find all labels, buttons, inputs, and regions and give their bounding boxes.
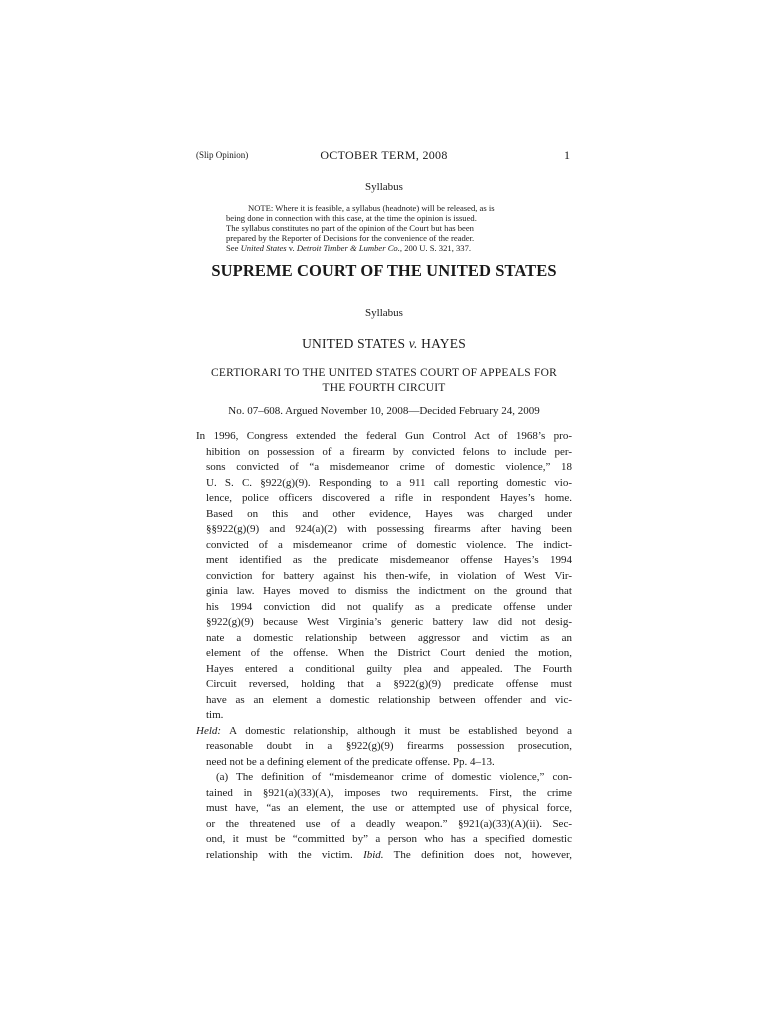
note-citation-line	[226, 243, 546, 253]
body-line	[196, 848, 572, 864]
body-line: tim.	[206, 709, 224, 721]
body-line: ginia law. Hayes moved to dismiss the indictment on the ground that	[206, 585, 572, 597]
syllabus-heading: Syllabus	[365, 307, 403, 319]
note-line: The syllabus constitutes no part of the opinion of the Court but has been	[226, 223, 474, 233]
body-line: his 1994 conviction did not qualify as a predicate offense under	[206, 600, 572, 613]
body-line: must have, “as an element, the use or attempted use of physical force,	[206, 802, 572, 814]
case-party-1: UNITED STATES	[302, 336, 409, 351]
body-line: Hayes entered a conditional guilty plea and appealed. The Fourth	[206, 662, 572, 675]
court-title: SUPREME COURT OF THE UNITED STATES	[211, 261, 557, 280]
body-line: Circuit reversed, holding that a §922(g)(9) predicate offense must	[206, 678, 572, 690]
held-line	[196, 724, 572, 740]
body-line: ond, it must be “committed by” a person who has a specified domestic	[206, 833, 572, 845]
term-label: OCTOBER TERM, 2008	[320, 148, 448, 162]
page-number: 1	[564, 148, 570, 162]
syllabus-note	[226, 203, 546, 253]
body-line: U. S. C. §922(g)(9). Responding to a 911 call reporting domestic vio-	[206, 476, 572, 489]
body-line: element of the offense. When the District Court denied the motion,	[206, 647, 572, 659]
syllabus-heading-top: Syllabus	[365, 181, 403, 193]
cert-line-2: THE FOURTH CIRCUIT	[322, 382, 446, 394]
body-line: nate a domestic relationship between aggressor and victim as an	[206, 631, 572, 644]
body-line: §§922(g)(9) and 924(a)(2) with possessing firearms after having been	[206, 523, 572, 535]
cite-reporter: , 200 U. S. 321, 337.	[399, 243, 472, 253]
case-versus: v.	[408, 336, 418, 351]
body-line: (a) The definition of “misdemeanor crime of domestic violence,” con-	[216, 771, 572, 783]
case-party-2: HAYES	[417, 336, 466, 351]
note-see: See	[226, 243, 241, 253]
body-line: In 1996, Congress extended the federal Gun Control Act of 1968’s pro-	[196, 430, 572, 442]
cite-party-2: Detroit Timber & Lumber Co.	[296, 243, 400, 253]
cert-line-1: CERTIORARI TO THE UNITED STATES COURT OF APPEALS FOR	[211, 367, 557, 379]
body-line: need not be a defining element of the predicate offense. Pp. 4–13.	[206, 755, 495, 768]
body-line: have as an element a domestic relationship between offender and vic-	[206, 693, 572, 706]
slip-opinion-label: (Slip Opinion)	[196, 150, 249, 160]
case-caption	[196, 336, 572, 352]
body-line: ment identified as the predicate misdemeanor offense Hayes’s 1994	[206, 554, 572, 566]
body-line: sons convicted of “a misdemeanor crime of domestic violence,” 18	[206, 461, 572, 473]
body-line: or the threatened use of a deadly weapon.” §921(a)(33)(A)(ii). Sec-	[206, 817, 572, 830]
certiorari-line	[196, 366, 572, 396]
body-line: reasonable doubt in a §922(g)(9) firearms possession prosecution,	[206, 740, 572, 752]
ibid: Ibid.	[363, 848, 384, 861]
held-label: Held:	[196, 724, 222, 737]
note-line: being done in connection with this case, at the time the opinion is issued.	[226, 213, 477, 223]
body-line: Based on this and other evidence, Hayes was charged under	[206, 507, 572, 520]
body-line: convicted of a misdemeanor crime of domestic violence. The indict-	[206, 538, 572, 551]
body-line: tained in §921(a)(33)(A), imposes two requirements. First, the crime	[206, 786, 572, 799]
note-line: NOTE: Where it is feasible, a syllabus (headnote) will be released, as is	[248, 203, 495, 213]
note-line: prepared by the Reporter of Decisions for the convenience of the reader.	[226, 233, 475, 243]
body-line: lence, police officers discovered a rifle in respondent Hayes’s home.	[206, 492, 572, 504]
page-header	[196, 148, 572, 164]
body-text: The definition does not, however,	[383, 848, 572, 861]
body-line: §922(g)(9) because West Virginia’s generic battery law did not desig-	[206, 616, 572, 628]
body-line: hibition on possession of a firearm by convicted felons to include per-	[206, 445, 572, 458]
body-text: relationship with the victim.	[206, 848, 364, 861]
body-line: conviction for battery against his then-wife, in violation of West Vir-	[206, 569, 572, 582]
docket-line: No. 07–608. Argued November 10, 2008—Decided February 24, 2009	[228, 405, 540, 417]
cite-party-1: United States	[240, 243, 287, 253]
held-text: A domestic relationship, although it must be established beyond a	[221, 724, 572, 737]
syllabus-body	[196, 429, 572, 863]
cite-v: v.	[286, 243, 297, 253]
